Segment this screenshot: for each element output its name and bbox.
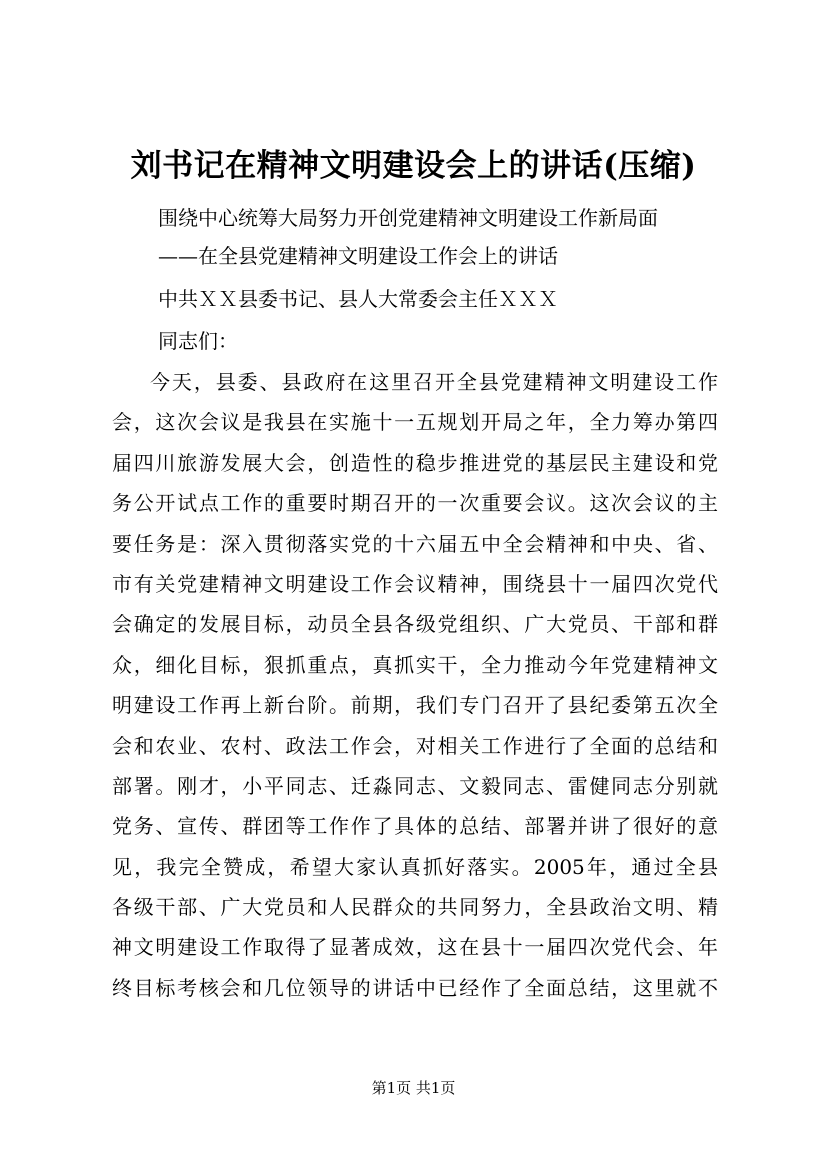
body-line: 务公开试点工作的重要时期召开的一次重要会议。这次会议的主 [112,491,718,516]
document-subtitle: 围绕中心统筹大局努力开创党建精神文明建设工作新局面 [158,206,658,230]
body-line: 终目标考核会和几位领导的讲话中已经作了全面总结，这里就不 [112,975,718,1000]
body-line: 神文明建设工作取得了显著成效，这在县十一届四次党代会、年 [112,935,718,960]
document-author: 中共ＸＸ县委书记、县人大常委会主任ＸＸＸ [158,287,558,311]
body-line: 见，我完全赞成，希望大家认真抓好落实。2005年，通过全县 [112,854,718,879]
document-body [112,362,718,1008]
body-line: 届四川旅游发展大会，创造性的稳步推进党的基层民主建设和党 [112,450,718,475]
document-title: 刘书记在精神文明建设会上的讲话(压缩) [130,148,697,184]
body-line: 会确定的发展目标，动员全县各级党组织、广大党员、干部和群 [112,612,718,637]
body-line: 部署。刚才，小平同志、迁淼同志、文毅同志、雷健同志分别就 [112,773,718,798]
body-line: 市有关党建精神文明建设工作会议精神，围绕县十一届四次党代 [112,571,718,596]
body-line: 众，细化目标，狠抓重点，真抓实干，全力推动今年党建精神文 [112,652,718,677]
page-footer: 第1页 共1页 [371,1079,456,1097]
document-subtitle-secondary: ——在全县党建精神文明建设工作会上的讲话 [158,244,558,268]
body-line: 党务、宣传、群团等工作作了具体的总结、部署并讲了很好的意 [112,814,718,839]
body-line: 会和农业、农村、政法工作会，对相关工作进行了全面的总结和 [112,733,718,758]
body-line: 要任务是：深入贯彻落实党的十六届五中全会精神和中央、省、 [112,531,718,556]
body-line: 今天，县委、县政府在这里召开全县党建精神文明建设工作 [150,370,718,394]
body-line: 明建设工作再上新台阶。前期，我们专门召开了县纪委第五次全 [112,693,718,718]
body-line: 各级干部、广大党员和人民群众的共同努力，全县政治文明、精 [112,895,718,920]
body-line: 会，这次会议是我县在实施十一五规划开局之年，全力筹办第四 [112,410,718,435]
document-greeting: 同志们： [158,329,238,353]
